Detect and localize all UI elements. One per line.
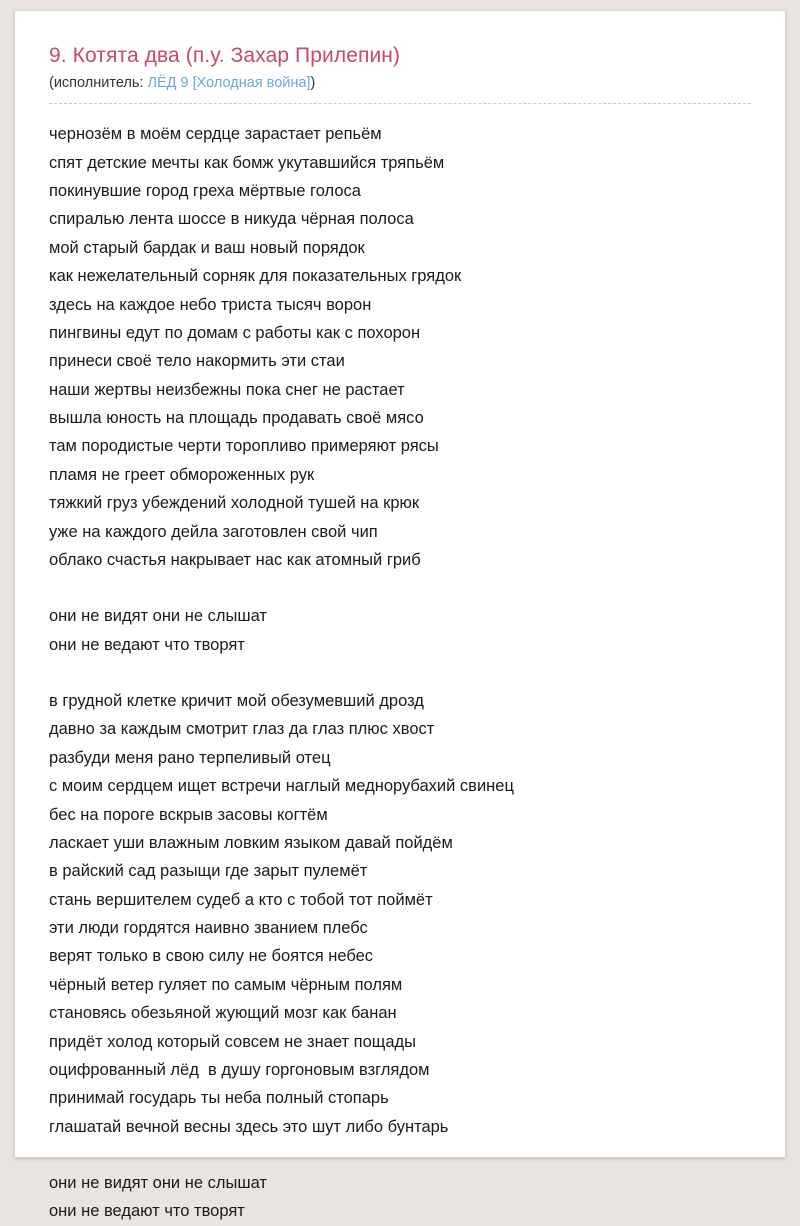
page-title: 9. Котята два (п.у. Захар Прилепин) <box>49 44 401 67</box>
lyrics-line: разбуди меня рано терпеливый отец <box>49 748 331 767</box>
lyrics-line: глашатай вечной весны здесь это шут либо бунтарь <box>49 1117 449 1136</box>
lyrics-stanza <box>49 602 751 659</box>
sheet-content <box>15 11 785 1226</box>
performer-line <box>49 75 751 104</box>
lyrics-line: пламя не греет обмороженных рук <box>49 465 315 484</box>
lyrics-line: принимай государь ты неба полный стопарь <box>49 1089 389 1108</box>
lyrics-line: оцифрованный лёд в душу горгоновым взглядом <box>49 1060 430 1079</box>
lyrics-line: вышла юность на площадь продавать своё мясо <box>49 409 424 427</box>
lyrics-line: в райский сад разыщи где зарыт пулемёт <box>49 862 368 881</box>
lyrics-line: спят детские мечты как бомж укутавшийся тряпьём <box>49 153 445 172</box>
lyrics-line: они не видят они не слышат <box>49 607 267 626</box>
lyrics-line: давно за каждым смотрит глаз да глаз плюс хвост <box>49 720 435 739</box>
lyrics-line: ласкает уши влажным ловким языком давай пойдём <box>49 833 453 852</box>
performer-close-paren: ) <box>310 75 316 92</box>
lyrics-stanza <box>49 1169 751 1226</box>
lyrics-line: чернозём в моём сердце зарастает репьём <box>49 125 382 144</box>
performer-label: (исполнитель: <box>49 75 148 92</box>
lyrics-line: принеси своё тело накормить эти стаи <box>49 352 345 371</box>
lyrics-line: они не ведают что творят <box>49 1202 245 1221</box>
lyrics-line: там породистые черти торопливо примеряют рясы <box>49 437 439 456</box>
lyrics-line: с моим сердцем ищет встречи наглый меднорубахий свинец <box>49 777 514 796</box>
lyrics-line: покинувшие город греха мёртвые голоса <box>49 182 361 200</box>
lyrics-line: стань вершителем судеб а кто с тобой тот поймёт <box>49 890 433 909</box>
lyrics-line: придёт холод который совсем не знает пощады <box>49 1032 416 1051</box>
performer-link[interactable]: ЛЁД 9 [Холодная война] <box>147 75 311 92</box>
lyrics-line: становясь обезьяной жующий мозг как банан <box>49 1004 397 1023</box>
lyrics-line: они не видят они не слышат <box>49 1174 267 1192</box>
lyrics-body <box>49 120 751 1226</box>
lyrics-line: пингвины едут по домам с работы как с похорон <box>49 323 421 342</box>
lyrics-line: как нежелательный сорняк для показательных грядок <box>49 267 462 286</box>
lyrics-line: тяжкий груз убеждений холодной тушей на крюк <box>49 494 420 513</box>
lyrics-line: уже на каждого дейла заготовлен свой чип <box>49 522 378 541</box>
lyrics-line: в грудной клетке кричит мой обезумевший дрозд <box>49 692 424 710</box>
lyrics-line: облако счастья накрывает нас как атомный гриб <box>49 550 421 569</box>
lyrics-line: они не ведают что творят <box>49 635 245 654</box>
lyrics-line: наши жертвы неизбежны пока снег не растает <box>49 380 405 399</box>
lyrics-line: бес на пороге вскрыв засовы когтём <box>49 805 328 824</box>
lyrics-line: эти люди гордятся наивно званием плебс <box>49 919 368 937</box>
lyrics-sheet <box>14 10 786 1221</box>
lyrics-line: мой старый бардак и ваш новый порядок <box>49 238 365 257</box>
lyrics-line: здесь на каждое небо триста тысяч ворон <box>49 295 372 314</box>
lyrics-stanza <box>49 687 751 1141</box>
lyrics-line: верят только в свою силу не боятся небес <box>49 947 374 966</box>
lyrics-stanza <box>49 120 751 574</box>
lyrics-line: спиралью лента шоссе в никуда чёрная полоса <box>49 210 414 229</box>
lyrics-line: чёрный ветер гуляет по самым чёрным полям <box>49 975 403 994</box>
